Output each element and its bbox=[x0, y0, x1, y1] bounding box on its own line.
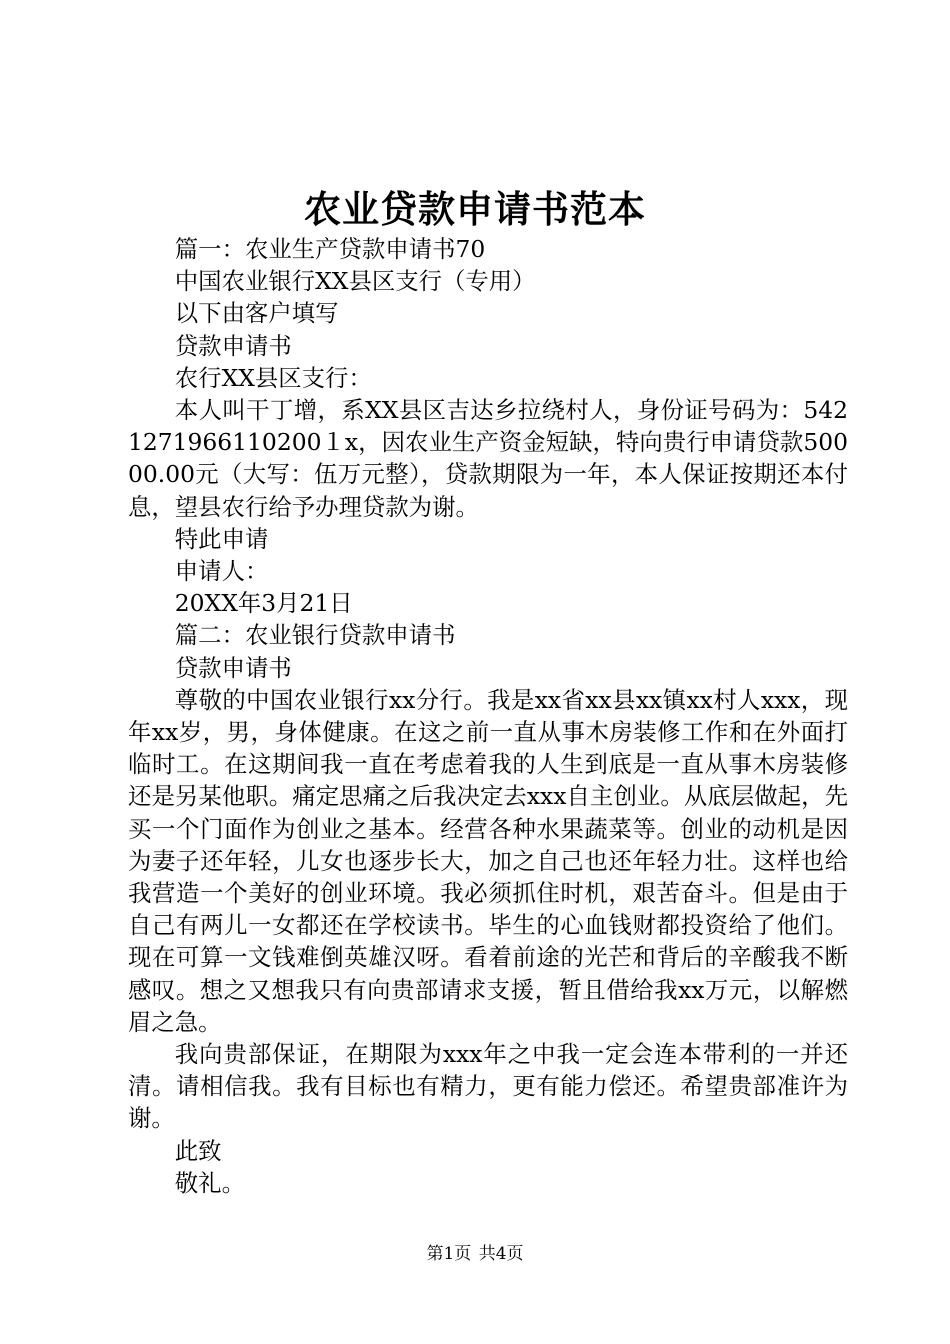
paragraph: 中国农业银行XX县区支行（专用） bbox=[174, 267, 536, 296]
document-body bbox=[128, 233, 848, 1199]
paragraph: 贷款申请书 bbox=[174, 331, 292, 360]
paragraph: 20XX年3月21日 bbox=[174, 589, 353, 618]
paragraph: 农行XX县区支行： bbox=[174, 363, 372, 392]
paragraph: 贷款申请书 bbox=[174, 653, 292, 682]
paragraph: 尊敬的中国农业银行xx分行。我是xx省xx县xx镇xx村人xxx，现年xx岁，男，身体健康。在这之前一直从事木房装修工作和在外面打临时工。在这期间我一直在考虑着我的人生到底是一直从事木房装修还是另某他职。痛定思痛之后我决定去xxx自主创业。从底层做起，先买一个门面作为创业之基本。经营各种水果蔬菜等。创业的动机是因为妻子还年轻，儿女也逐步长大，加之自己也还年轻力壮。这样也给我营造一个美好的创业环境。我必须抓住时机，艰苦奋斗。但是由于自己有两儿一女都还在学校读书。毕生的心血钱财都投资给了他们。现在可算一文钱难倒英雄汉呀。看着前途的光芒和背后的辛酸我不断感叹。想之又想我只有向贵部请求支援，暂且借给我xx万元，以解燃眉之急。 bbox=[128, 685, 848, 1036]
paragraph: 以下由客户填写 bbox=[174, 299, 339, 328]
paragraph: 篇一：农业生产贷款申请书70 bbox=[174, 235, 486, 263]
paragraph: 篇二：农业银行贷款申请书 bbox=[174, 621, 456, 650]
paragraph: 此致 bbox=[174, 1136, 222, 1165]
paragraph: 我向贵部保证，在期限为xxx年之中我一定会连本带利的一并还清。请相信我。我有目标也有精力，更有能力偿还。希望贵部准许为谢。 bbox=[128, 1040, 848, 1133]
paragraph: 本人叫干丁增，系XX县区吉达乡拉绕村人，身份证号码为：5421271966110200１x，因农业生产资金短缺，特向贵行申请贷款50000.00元（大写：伍万元整），贷款期限为一年，本人保证按期还本付息，望县农行给予办理贷款为谢。 bbox=[128, 396, 848, 521]
paragraph: 特此申请 bbox=[174, 524, 269, 553]
document-title: 农业贷款申请书范本 bbox=[304, 187, 646, 231]
paragraph: 敬礼。 bbox=[174, 1168, 245, 1197]
paragraph: 申请人： bbox=[174, 557, 269, 586]
page-number-footer: 第1页 共4页 bbox=[426, 1244, 524, 1264]
